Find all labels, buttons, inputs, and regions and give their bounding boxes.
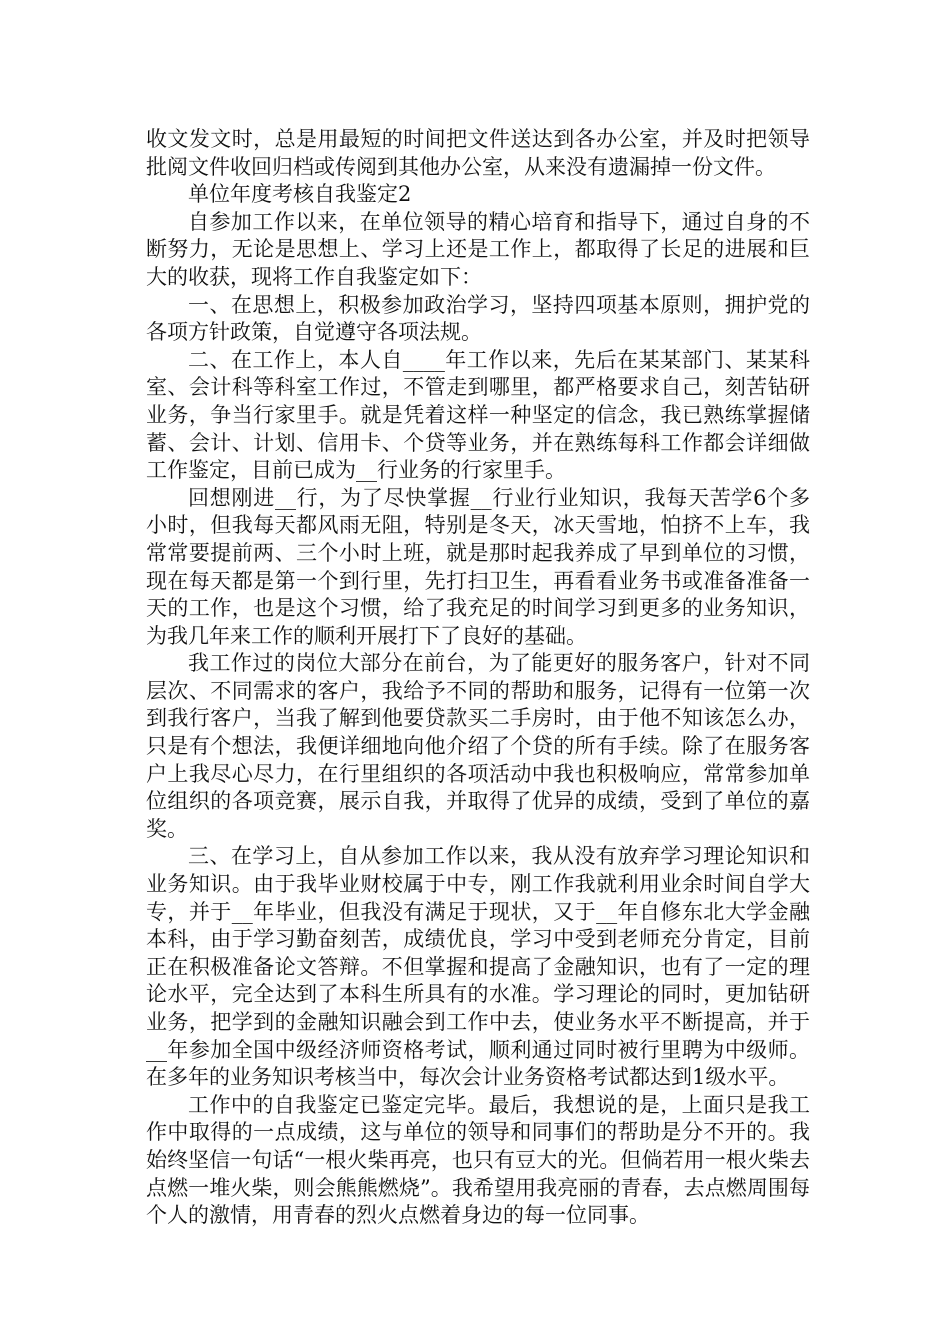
section-heading: 单位年度考核自我鉴定2 xyxy=(188,182,412,207)
paragraph-continuation: 收文发文时，总是用最短的时间把文件送达到各办公室，并及时把领导批阅文件收回归档或传阅到其他办公室，从来没有遗漏掉一份文件。 xyxy=(146,127,810,179)
paragraph-intro: 自参加工作以来，在单位领导的精心培育和指导下，通过自身的不断努力，无论是思想上、学习上还是工作上，都取得了长足的进展和巨大的收获，现将工作自我鉴定如下： xyxy=(146,209,810,289)
document-body xyxy=(146,126,810,1230)
paragraph-conclusion: 工作中的自我鉴定已鉴定完毕。最后，我想说的是，上面只是我工作中取得的一点成绩，这与单位的领导和同事们的帮助是分不开的。我始终坚信一句话“一根火柴再亮，也只有豆大的光。但倘若用一根火柴去点燃一堆火柴，则会熊熊燃烧”。我希望用我亮丽的青春，去点燃周围每个人的激情，用青春的烈火点燃着身边的每一位同事。 xyxy=(146,1092,810,1228)
paragraph-study: 三、在学习上，自从参加工作以来，我从没有放弃学习理论知识和业务知识。由于我毕业财校属于中专，刚工作我就利用业余时间自学大专，并于__年毕业，但我没有满足于现状，又于__年自修东北大学金融本科，由于学习勤奋刻苦，成绩优良，学习中受到老师充分肯定，目前正在积极准备论文答辩。不但掌握和提高了金融知识，也有了一定的理论水平，完全达到了本科生所具有的水准。学习理论的同时，更加钻研业务，把学到的金融知识融会到工作中去，使业务水平不断提高，并于__年参加全国中级经济师资格考试，顺利通过同时被行里聘为中级师。在多年的业务知识考核当中，每次会计业务资格考试都达到1级水平。 xyxy=(146,844,810,1090)
paragraph-service: 我工作过的岗位大部分在前台，为了能更好的服务客户，针对不同层次、不同需求的客户，我给予不同的帮助和服务，记得有一位第一次到我行客户，当我了解到他要贷款买二手房时，由于他不知该怎么办，只是有个想法，我便详细地向他介绍了个贷的所有手续。除了在服务客户上我尽心尽力，在行里组织的各项活动中我也积极响应，常常参加单位组织的各项竞赛，展示自我，并取得了优异的成绩，受到了单位的嘉奖。 xyxy=(146,651,810,841)
paragraph-work: 二、在工作上，本人自____年工作以来，先后在某某部门、某某科室、会计科等科室工作过，不管走到哪里，都严格要求自己，刻苦钻研业务，争当行家里手。就是凭着这样一种坚定的信念，我已熟练掌握储蓄、会计、计划、信用卡、个贷等业务，并在熟练每科工作都会详细做工作鉴定，目前已成为__行业务的行家里手。 xyxy=(146,347,810,483)
paragraph-recall: 回想刚进__行，为了尽快掌握__行业行业知识，我每天苦学6个多小时，但我每天都风雨无阻，特别是冬天，冰天雪地，怕挤不上车，我常常要提前两、三个小时上班，就是那时起我养成了早到单位的习惯，现在每天都是第一个到行里，先打扫卫生，再看看业务书或准备准备一天的工作，也是这个习惯，给了我充足的时间学习到更多的业务知识，为我几年来工作的顺利开展打下了良好的基础。 xyxy=(146,485,810,648)
paragraph-thought: 一、在思想上，积极参加政治学习，坚持四项基本原则，拥护党的各项方针政策，自觉遵守各项法规。 xyxy=(146,292,810,345)
